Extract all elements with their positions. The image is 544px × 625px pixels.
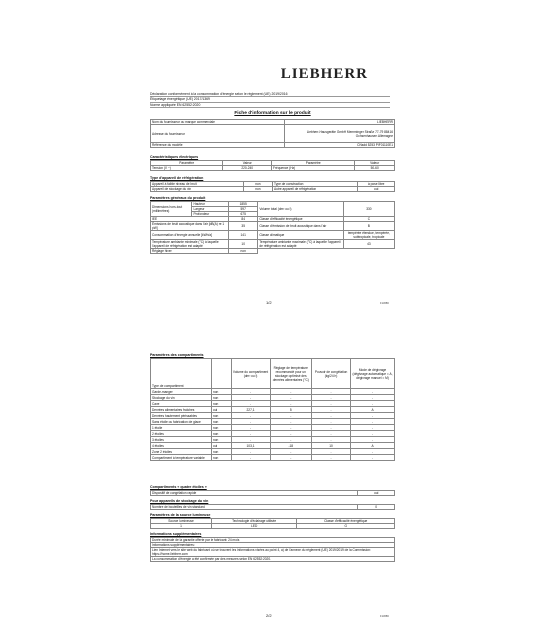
table-cell: Tension (V ~) — [151, 166, 223, 171]
table-cell: - — [312, 389, 351, 395]
light-block — [150, 513, 395, 529]
section-title: Paramètres généraux du produit — [150, 196, 206, 200]
table-cell: Émissions de bruit acoustique dans l'air [dB(A) re 1 pW] — [151, 222, 229, 231]
table-cell: non — [212, 437, 232, 443]
table-cell: non — [243, 182, 272, 187]
table-cell: oui — [212, 443, 232, 449]
electrical-table — [150, 160, 395, 171]
table-cell: non — [212, 455, 232, 461]
compartments-table — [150, 358, 395, 461]
table-row — [151, 166, 395, 171]
table-row — [151, 557, 395, 562]
general-block — [150, 196, 395, 254]
additional-block — [150, 532, 395, 562]
table-cell: Fréquence (Hz) — [272, 166, 355, 171]
table-cell: Zone 2 étoiles — [151, 449, 212, 455]
table-cell: - — [231, 455, 270, 461]
table-cell: Profondeur — [192, 212, 229, 217]
table-cell: 2 étoiles — [151, 431, 212, 437]
table-row — [151, 505, 395, 510]
table-cell: - — [351, 431, 395, 437]
table-cell: LED — [212, 524, 297, 529]
compartments-block — [150, 353, 395, 461]
page-number: 1/2 — [266, 300, 272, 305]
table-row — [151, 455, 395, 461]
table-cell: - — [270, 449, 311, 455]
table-cell: - — [231, 395, 270, 401]
table-header: Valeur — [223, 161, 272, 166]
table-header: Type de compartiment — [151, 359, 212, 389]
table-cell: Lien Internet vers le site web du fabricant où se trouvent les informations visées au point 4, a) de l'annexe du règlement (UE) 2019/2019 de la Commission: https://home.liebherr.com — [151, 548, 395, 557]
table-cell: - — [351, 455, 395, 461]
table-cell: Appareil à faible niveau de bruit — [151, 182, 244, 187]
table-row — [151, 524, 395, 529]
four-star-block — [150, 485, 395, 496]
table-cell: Type de construction — [272, 182, 357, 187]
table-cell: Hauteur — [192, 202, 229, 207]
table-cell: IEE — [151, 217, 229, 222]
table-cell: - — [351, 419, 395, 425]
table-row — [151, 202, 395, 207]
table-cell: Température ambiante maximale (°C) à laquelle l'appareil de réfrigération est adapté — [258, 240, 343, 249]
section-title: Type d'appareil de réfrigération — [150, 176, 204, 180]
table-cell: 330 — [343, 202, 394, 217]
table-row — [151, 249, 395, 254]
table-cell: non — [229, 249, 258, 254]
table-cell: Température ambiante minimale (°C) à laquelle l'appareil de réfrigération est adapté — [151, 240, 229, 249]
table-cell: - — [231, 431, 270, 437]
table-header: Pouvoir de congélation (kg/24 h) — [312, 359, 351, 389]
table-cell: Adresse du fournisseur — [151, 125, 285, 143]
table-cell: La consommation d'énergie a été confirmée par des mesures selon EN 62552:2020. — [151, 557, 395, 562]
supplier-table-block — [150, 119, 395, 148]
light-table — [150, 518, 395, 529]
table-header — [212, 359, 232, 389]
table-cell: 5 — [270, 407, 311, 413]
appliance-type-block — [150, 176, 395, 192]
table-cell: oui — [358, 491, 395, 496]
table-cell: - — [312, 401, 351, 407]
table-cell: 10 — [312, 443, 351, 449]
table-header: Technologie d'éclairage utilisée — [212, 519, 297, 524]
page-number: 2/2 — [266, 613, 272, 618]
table-cell: C — [343, 217, 394, 222]
table-cell: à pose libre — [358, 182, 395, 187]
table-cell: A — [351, 407, 395, 413]
table-cell: Stockage du vin — [151, 395, 212, 401]
table-cell: Consommation d'énergie annuelle [kWh/a] — [151, 231, 229, 240]
table-cell: Largeur — [192, 207, 229, 212]
table-cell: non — [212, 425, 232, 431]
table-cell: Compartiment à température variable — [151, 455, 212, 461]
table-row — [151, 491, 395, 496]
table-cell: - — [351, 449, 395, 455]
table-cell: Dispositif de congélation rapide — [151, 491, 358, 496]
table-cell: - — [312, 425, 351, 431]
table-cell: non — [212, 389, 232, 395]
table-cell: - — [312, 407, 351, 413]
table-cell: - — [231, 425, 270, 431]
table-cell: Denrées hautement périssables — [151, 413, 212, 419]
table-cell: Sans étoile ou fabrication de glace — [151, 419, 212, 425]
table-cell: B — [343, 222, 394, 231]
section-title: Pour appareils de stockage du vin — [150, 499, 209, 503]
intro-line-2: Étiquetage énergétique (UE) 2017/1369 — [150, 97, 390, 102]
table-cell: 597 — [229, 207, 258, 212]
section-title: Informations supplémentaires — [150, 532, 202, 536]
table-cell: non — [212, 395, 232, 401]
table-cell: 3 étoiles — [151, 437, 212, 443]
table-cell: - — [270, 431, 311, 437]
table-cell: - — [231, 389, 270, 395]
table-header: Valeur — [355, 161, 395, 166]
table-cell: Classe d'efficacité énergétique — [258, 217, 343, 222]
table-row — [151, 143, 395, 148]
table-cell: 1 étoile — [151, 425, 212, 431]
wine-block — [150, 499, 395, 510]
table-header: Paramètre — [151, 161, 223, 166]
table-cell: - — [351, 395, 395, 401]
section-title: Paramètres de la source lumineuse — [150, 513, 211, 517]
table-cell: Denrées alimentaires fraîches — [151, 407, 212, 413]
table-cell: 220-240 — [223, 166, 272, 171]
product-sheet-title: Fiche d'information sur le produit — [234, 111, 311, 116]
table-row — [151, 231, 395, 240]
table-cell: 675 — [229, 212, 258, 217]
section-title: Caractéristiques électriques — [150, 155, 199, 159]
table-cell: non — [212, 413, 232, 419]
table-cell: - — [312, 413, 351, 419]
table-cell: - — [270, 455, 311, 461]
table-cell: - — [270, 425, 311, 431]
table-cell: 227,1 — [231, 407, 270, 413]
table-cell: 50-60 — [355, 166, 395, 171]
intro-line-1: Déclaration conformément à la consommation d'énergie selon le règlement (UE) 2019/2016 — [150, 92, 390, 97]
appliance-type-table — [150, 181, 395, 192]
table-cell: Durée minimale de la garantie offerte par le fabricant: 24 mois — [151, 538, 395, 543]
table-cell: - — [231, 401, 270, 407]
table-cell: 4 étoiles — [151, 443, 212, 449]
table-cell: non — [212, 401, 232, 407]
table-cell: oui — [212, 407, 232, 413]
table-cell: oui — [358, 187, 395, 192]
table-cell: 103,1 — [231, 443, 270, 449]
table-cell: - — [312, 419, 351, 425]
table-row — [151, 240, 395, 249]
table-cell: - — [270, 395, 311, 401]
table-cell: CNsdd 5253 PIF01110E1 — [285, 143, 395, 148]
four-star-table — [150, 490, 395, 496]
additional-table — [150, 537, 395, 562]
table-cell: G — [297, 524, 395, 529]
table-cell: Cave — [151, 401, 212, 407]
table-header: Source lumineuse — [151, 519, 212, 524]
table-cell: - — [351, 401, 395, 407]
table-row — [151, 187, 395, 192]
brand-logo: LIEBHERR — [280, 66, 368, 82]
table-cell: - — [351, 437, 395, 443]
table-cell: 1855 — [229, 202, 258, 207]
table-cell: - — [270, 389, 311, 395]
page-2 — [0, 325, 544, 625]
table-row — [151, 222, 395, 231]
table-cell: Dimensions hors-tout (millimètres) — [151, 202, 192, 217]
table-header: Réglage de température recommandé pour un stockage optimisé des denrées alimentaires (°C) — [270, 359, 311, 389]
table-cell: - — [270, 437, 311, 443]
table-cell: - — [351, 413, 395, 419]
table-header: Volume du compartiment (dm³ ou l) — [231, 359, 270, 389]
table-cell: Appareil de stockage du vin — [151, 187, 244, 192]
table-cell: tempérée étendue, tempérée, subtropicale, tropicale — [343, 231, 394, 240]
table-cell: - — [351, 425, 395, 431]
table-cell: 1 — [151, 524, 212, 529]
table-cell: LIEBHERR — [285, 120, 395, 125]
section-title: Compartiments « quatre étoiles » — [150, 485, 207, 489]
table-cell: - — [231, 419, 270, 425]
wine-table — [150, 504, 395, 510]
table-cell: - — [312, 437, 351, 443]
table-header-row — [151, 359, 395, 389]
table-cell: Liebherr-Hausgeräte GmbH Memminger Straße 77-79 88416 Ochsenhausen Allemagne — [285, 125, 395, 143]
table-cell: 84 — [229, 217, 258, 222]
table-header: Mode de dégivrage (dégivrage automatique = A, dégivrage manuel = M) — [351, 359, 395, 389]
table-cell: - — [231, 437, 270, 443]
page-id: F13686 — [380, 302, 389, 305]
supplier-table — [150, 119, 395, 148]
table-cell: Référence du modèle — [151, 143, 285, 148]
table-cell: Réglage hiver — [151, 249, 229, 254]
table-cell: - — [270, 401, 311, 407]
table-cell: 35 — [229, 222, 258, 231]
table-cell: non — [212, 419, 232, 425]
table-cell: - — [231, 449, 270, 455]
table-cell: - — [312, 431, 351, 437]
table-cell: non — [212, 449, 232, 455]
table-cell: 0 — [358, 505, 395, 510]
table-cell: non — [212, 431, 232, 437]
table-cell: Nom du fournisseur ou marque commerciale — [151, 120, 285, 125]
table-cell: 141 — [229, 231, 258, 240]
table-header-row — [151, 519, 395, 524]
table-cell: - — [312, 395, 351, 401]
general-table — [150, 201, 395, 254]
page-id: F13686 — [380, 615, 389, 618]
table-cell: Garde-manger — [151, 389, 212, 395]
table-cell: non — [243, 187, 272, 192]
table-cell: - — [351, 389, 395, 395]
table-row — [151, 548, 395, 557]
table-cell: Classe climatique — [258, 231, 343, 240]
table-cell: 10 — [229, 240, 258, 249]
table-cell: - — [270, 419, 311, 425]
table-cell: - — [231, 413, 270, 419]
table-cell: Nombre de bouteilles de vin standard — [151, 505, 358, 510]
table-cell: Autre appareil de réfrigération — [272, 187, 357, 192]
section-title: Paramètres des compartiments — [150, 353, 204, 357]
table-cell: - — [270, 413, 311, 419]
table-cell: Classe d'émission de bruit acoustique dans l'air — [258, 222, 343, 231]
table-cell: 43 — [343, 240, 394, 249]
table-cell: - — [312, 449, 351, 455]
table-cell: Informations supplémentaires: — [151, 543, 395, 548]
table-header: Classe d'efficacité énergétique — [297, 519, 395, 524]
intro-line-3: Norme appliquée EN 62552:2020 — [150, 103, 390, 108]
intro-block — [150, 92, 390, 108]
electrical-block — [150, 155, 395, 171]
table-cell: -18 — [270, 443, 311, 449]
table-header: Paramètre — [272, 161, 355, 166]
table-cell: A — [351, 443, 395, 449]
table-row — [151, 125, 395, 143]
table-cell: Volume total (dm³ ou l) — [258, 202, 343, 217]
table-cell: - — [312, 455, 351, 461]
